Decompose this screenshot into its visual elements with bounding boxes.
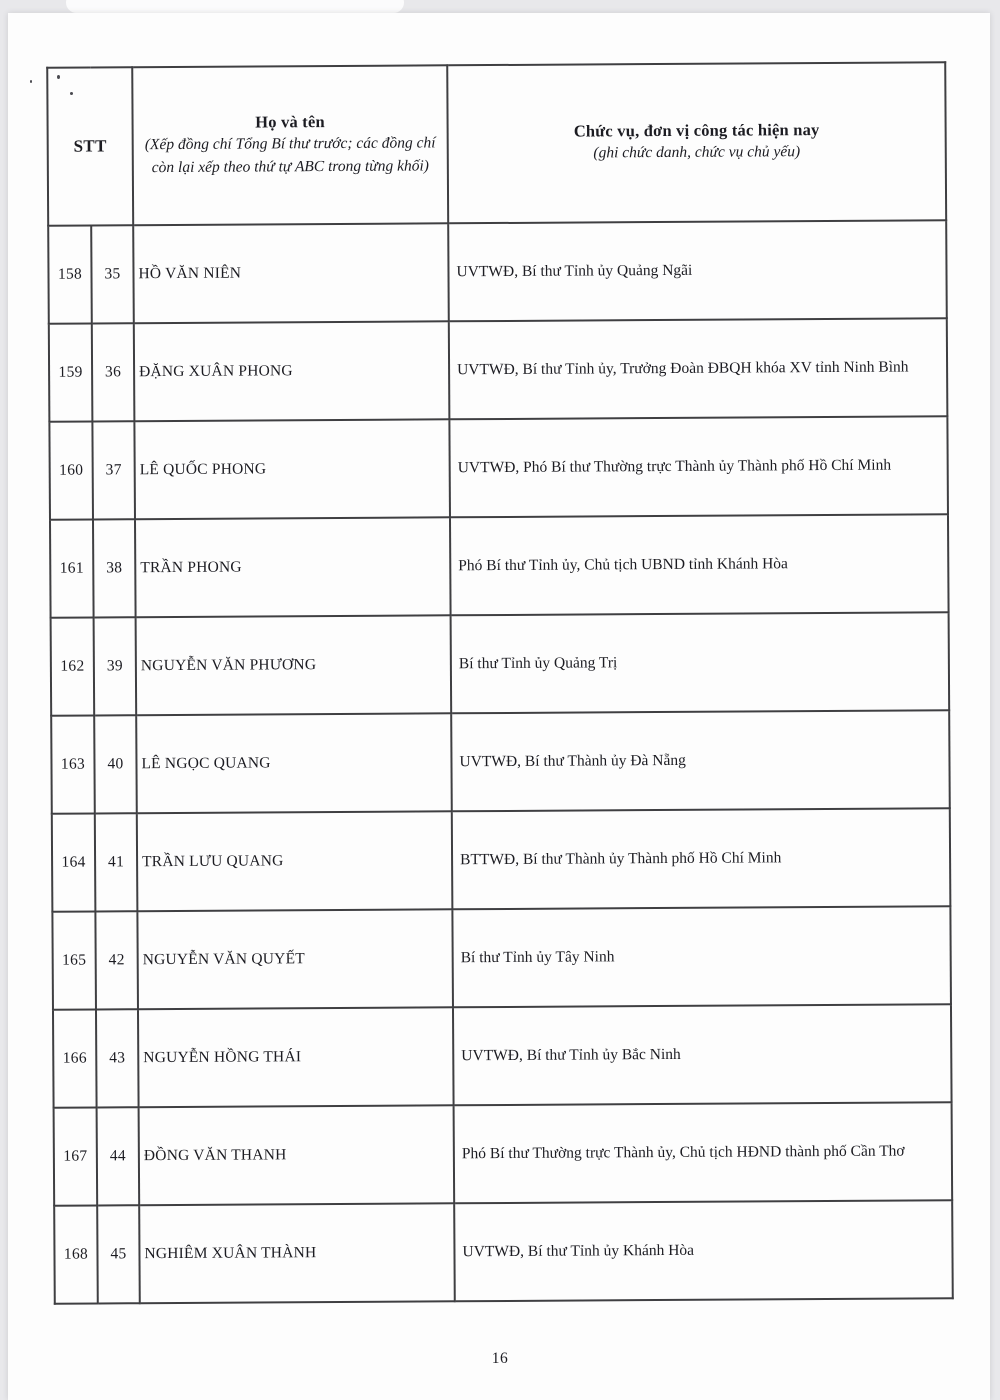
row-position: UVTWĐ, Bí thư Tỉnh ủy Khánh Hòa: [454, 1200, 953, 1301]
header-position-title: Chức vụ, đơn vị công tác hiện nay: [573, 120, 820, 141]
table-row: [52, 808, 951, 911]
row-position: UVTWĐ, Bí thư Tỉnh ủy, Trưởng Đoàn ĐBQH khóa XV tỉnh Ninh Bình: [449, 318, 948, 419]
row-sub-number: 41: [95, 813, 138, 911]
row-sub-number: 38: [93, 519, 136, 617]
row-position: UVTWĐ, Phó Bí thư Thường trực Thành ủy Thành phố Hồ Chí Minh: [449, 416, 948, 517]
row-sub-number: 44: [97, 1107, 140, 1205]
table-header: [47, 62, 946, 225]
table-row: [54, 1200, 953, 1303]
header-cell-name: [132, 65, 448, 225]
header-name-note: (Xếp đồng chí Tổng Bí thư trước; các đồng chí còn lại xếp theo thứ tự ABC trong từng khối): [144, 134, 436, 176]
row-sub-number: 39: [94, 617, 137, 715]
table-row: [52, 906, 951, 1009]
row-position: UVTWĐ, Bí thư Tỉnh ủy Quảng Ngãi: [448, 220, 947, 321]
row-number: 167: [54, 1107, 98, 1205]
row-sub-number: 45: [97, 1205, 140, 1303]
row-number: 160: [49, 421, 93, 519]
row-number: 159: [49, 323, 93, 421]
table-row: [49, 318, 948, 421]
row-name: NGUYỄN VĂN QUYẾT: [137, 909, 453, 1009]
row-name: NGUYỄN VĂN PHƯƠNG: [136, 615, 452, 715]
row-sub-number: 42: [95, 911, 138, 1009]
table-body: [48, 220, 953, 1303]
row-position: Phó Bí thư Thường trực Thành ủy, Chủ tịch HĐND thành phố Cần Thơ: [454, 1102, 953, 1203]
header-cell-position: [447, 62, 946, 223]
row-sub-number: 35: [91, 225, 134, 323]
row-name: ĐỒNG VĂN THANH: [139, 1105, 455, 1205]
table-row: [54, 1102, 953, 1205]
officials-table: [46, 61, 954, 1304]
row-number: 163: [51, 715, 95, 813]
row-number: 165: [52, 911, 96, 1009]
row-name: NGUYỄN HỒNG THÁI: [138, 1007, 454, 1107]
row-position: UVTWĐ, Bí thư Thành ủy Đà Nẵng: [451, 710, 950, 811]
scan-speck: [30, 80, 32, 83]
row-number: 164: [52, 813, 96, 911]
row-name: LÊ NGỌC QUANG: [136, 713, 452, 813]
row-number: 158: [48, 225, 92, 323]
row-position: Phó Bí thư Tỉnh ủy, Chủ tịch UBND tỉnh Khánh Hòa: [450, 514, 949, 615]
table-row: [49, 416, 948, 519]
table-row: [51, 710, 950, 813]
row-name: TRẦN LƯU QUANG: [137, 811, 453, 911]
row-number: 161: [50, 519, 94, 617]
table-row: [48, 220, 947, 323]
table-row: [50, 514, 949, 617]
header-position-note: (ghi chức danh, chức vụ chủ yếu): [593, 143, 801, 162]
header-row: [47, 62, 946, 225]
page-number: 16: [491, 1350, 509, 1367]
row-sub-number: 40: [94, 715, 137, 813]
row-position: BTTWĐ, Bí thư Thành ủy Thành phố Hồ Chí Minh: [452, 808, 951, 909]
table-row: [53, 1004, 952, 1107]
row-number: 162: [51, 617, 95, 715]
row-position: UVTWĐ, Bí thư Tỉnh ủy Bắc Ninh: [453, 1004, 952, 1105]
header-cell-stt: [47, 67, 133, 226]
row-sub-number: 36: [92, 323, 135, 421]
row-sub-number: 37: [92, 421, 135, 519]
row-name: TRẦN PHONG: [135, 517, 451, 617]
row-name: NGHIÊM XUÂN THÀNH: [139, 1203, 455, 1303]
table-row: [51, 612, 950, 715]
row-position: Bí thư Tỉnh ủy Quảng Trị: [451, 612, 950, 713]
row-position: Bí thư Tỉnh ủy Tây Ninh: [452, 906, 951, 1007]
row-number: 168: [54, 1205, 98, 1303]
row-name: ĐẶNG XUÂN PHONG: [134, 321, 450, 421]
row-number: 166: [53, 1009, 97, 1107]
row-name: LÊ QUỐC PHONG: [134, 419, 450, 519]
header-name-title: Họ và tên: [255, 112, 325, 132]
header-stt-label: STT: [73, 136, 107, 156]
row-name: HỒ VĂN NIÊN: [133, 223, 449, 323]
scan-top-tab: [66, 0, 404, 13]
row-sub-number: 43: [96, 1009, 139, 1107]
